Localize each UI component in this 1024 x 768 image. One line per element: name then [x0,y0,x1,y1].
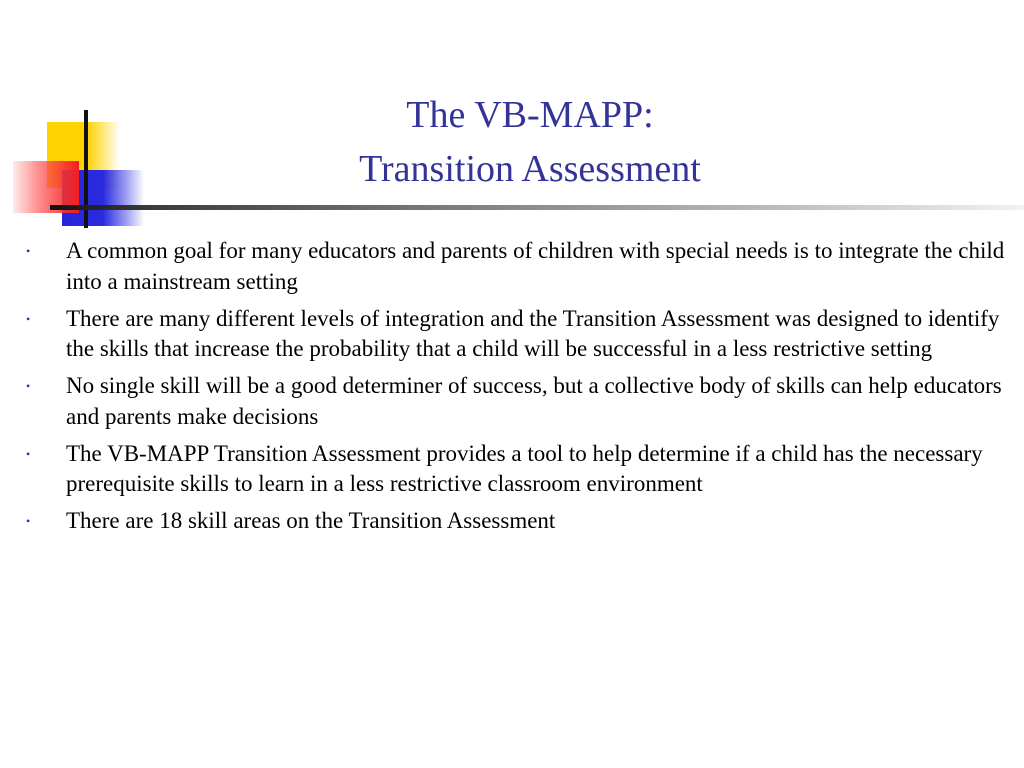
bullet-icon: • [26,379,31,393]
bullet-item [24,371,1020,432]
bullet-text: The VB-MAPP Transition Assessment provides a tool to help determine if a child has the necessary prerequisite skills to learn in a less restrictive classroom environment [66,440,983,496]
decorative-logo [0,0,180,240]
bullet-icon: • [26,244,31,258]
title-line-2: Transition Assessment [359,148,701,190]
bullet-text: A common goal for many educators and parents of children with special needs is to integrate the child into a mainstream setting [66,238,1005,294]
bullet-icon: • [26,311,31,326]
title-underline-rule [50,205,1024,210]
bullet-icon: • [26,446,31,461]
bullet-item [24,506,1020,537]
bullet-icon: • [26,514,31,528]
bullet-list [24,236,1020,543]
bullet-text: There are 18 skill areas on the Transition Assessment [66,508,556,533]
bullet-text: No single skill will be a good determiner of success, but a collective body of skills can help educators and parents make decisions [66,373,1002,429]
bullet-item [24,304,1020,365]
bullet-text: There are many different levels of integration and the Transition Assessment was designed to identify the skills that increase the probability that a child will be successful in a less restrictive setting [66,305,1000,361]
bullet-item [24,236,1020,297]
title-line-1: The VB-MAPP: [406,94,654,136]
vertical-rule-decoration [84,110,88,228]
slide-title [200,88,860,196]
bullet-item [24,439,1020,500]
